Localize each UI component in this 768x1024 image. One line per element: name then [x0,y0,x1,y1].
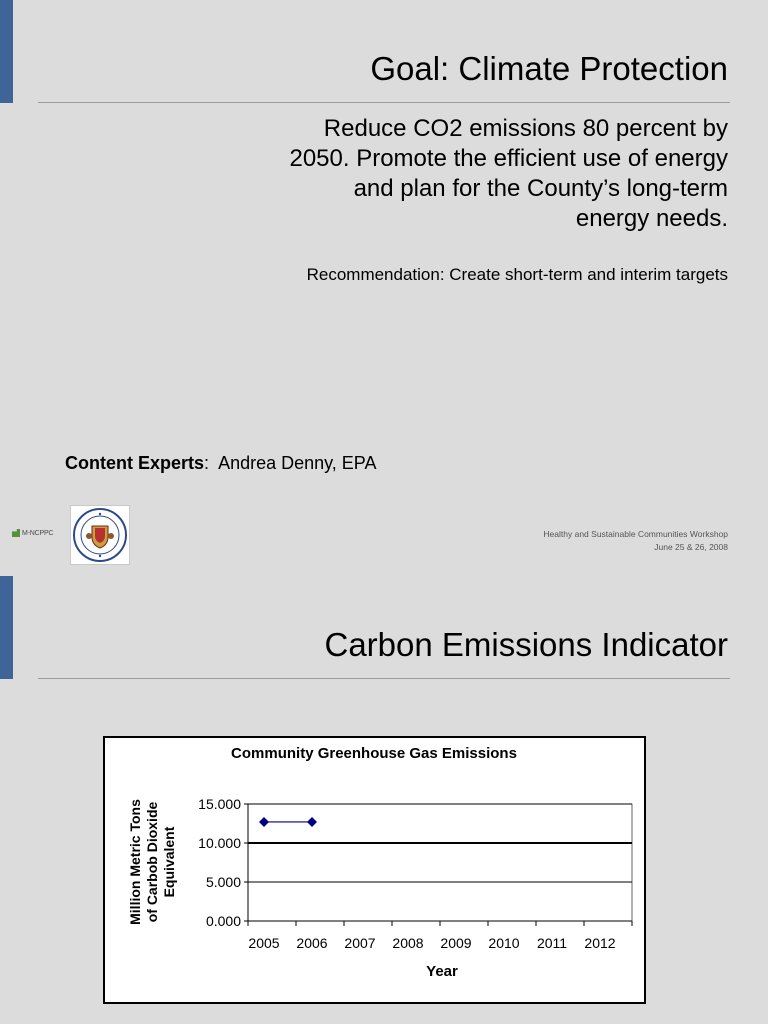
content-experts-colon: : [204,453,210,473]
slide-indicator [0,576,768,1024]
x-tick-label: 2007 [344,935,376,951]
chart-canvas [105,738,644,1002]
x-tick-label: 2012 [584,935,616,951]
footer-event: Healthy and Sustainable Communities Workshop [543,529,728,539]
accent-bar [0,0,13,103]
y-tick-label: 5.000 [205,874,241,890]
mncppc-logo [12,529,53,537]
county-seal-icon [70,505,130,565]
y-tick-label: 0.000 [205,913,241,929]
x-tick-label: 2010 [488,935,520,951]
y-axis-label: Million Metric Tons [127,799,143,925]
content-experts-label: Content Experts [65,453,205,473]
goal-line: Reduce CO2 emissions 80 percent by [323,115,728,142]
recommendation-text: Recommendation: Create short-term and interim targets [306,265,728,284]
content-experts-names: Andrea Denny, EPA [218,453,377,473]
slide-title: Goal: Climate Protection [370,50,728,87]
y-tick-label: 15.000 [198,796,241,812]
y-axis-label: of Carbob Dioxide [144,801,160,923]
x-tick-label: 2011 [536,935,568,951]
x-tick-label: 2006 [296,935,328,951]
y-tick-label: 10.000 [198,835,241,851]
emissions-chart [103,736,646,1004]
content-experts [65,453,377,474]
goal-line: and plan for the County’s long-term [353,175,728,202]
goal-line: energy needs. [575,205,728,232]
x-tick-label: 2008 [392,935,424,951]
footer-date: June 25 & 26, 2008 [654,542,728,552]
goal-line: 2050. Promote the efficient use of energy [289,145,728,172]
title-divider [38,678,730,679]
x-tick-label: 2009 [440,935,472,951]
workshop-footer [543,528,728,554]
mncppc-logo-text: M-NCPPC [22,529,54,537]
mncppc-logo-icon [12,529,20,537]
accent-bar [0,576,13,679]
y-axis-label: Equivalent [161,826,177,898]
title-divider [38,102,730,103]
slide-title: Carbon Emissions Indicator [324,626,728,663]
x-tick-label: 2005 [248,935,280,951]
x-axis-label: Year [426,963,458,980]
goal-description [208,114,728,234]
chart-title: Community Greenhouse Gas Emissions [231,745,517,762]
